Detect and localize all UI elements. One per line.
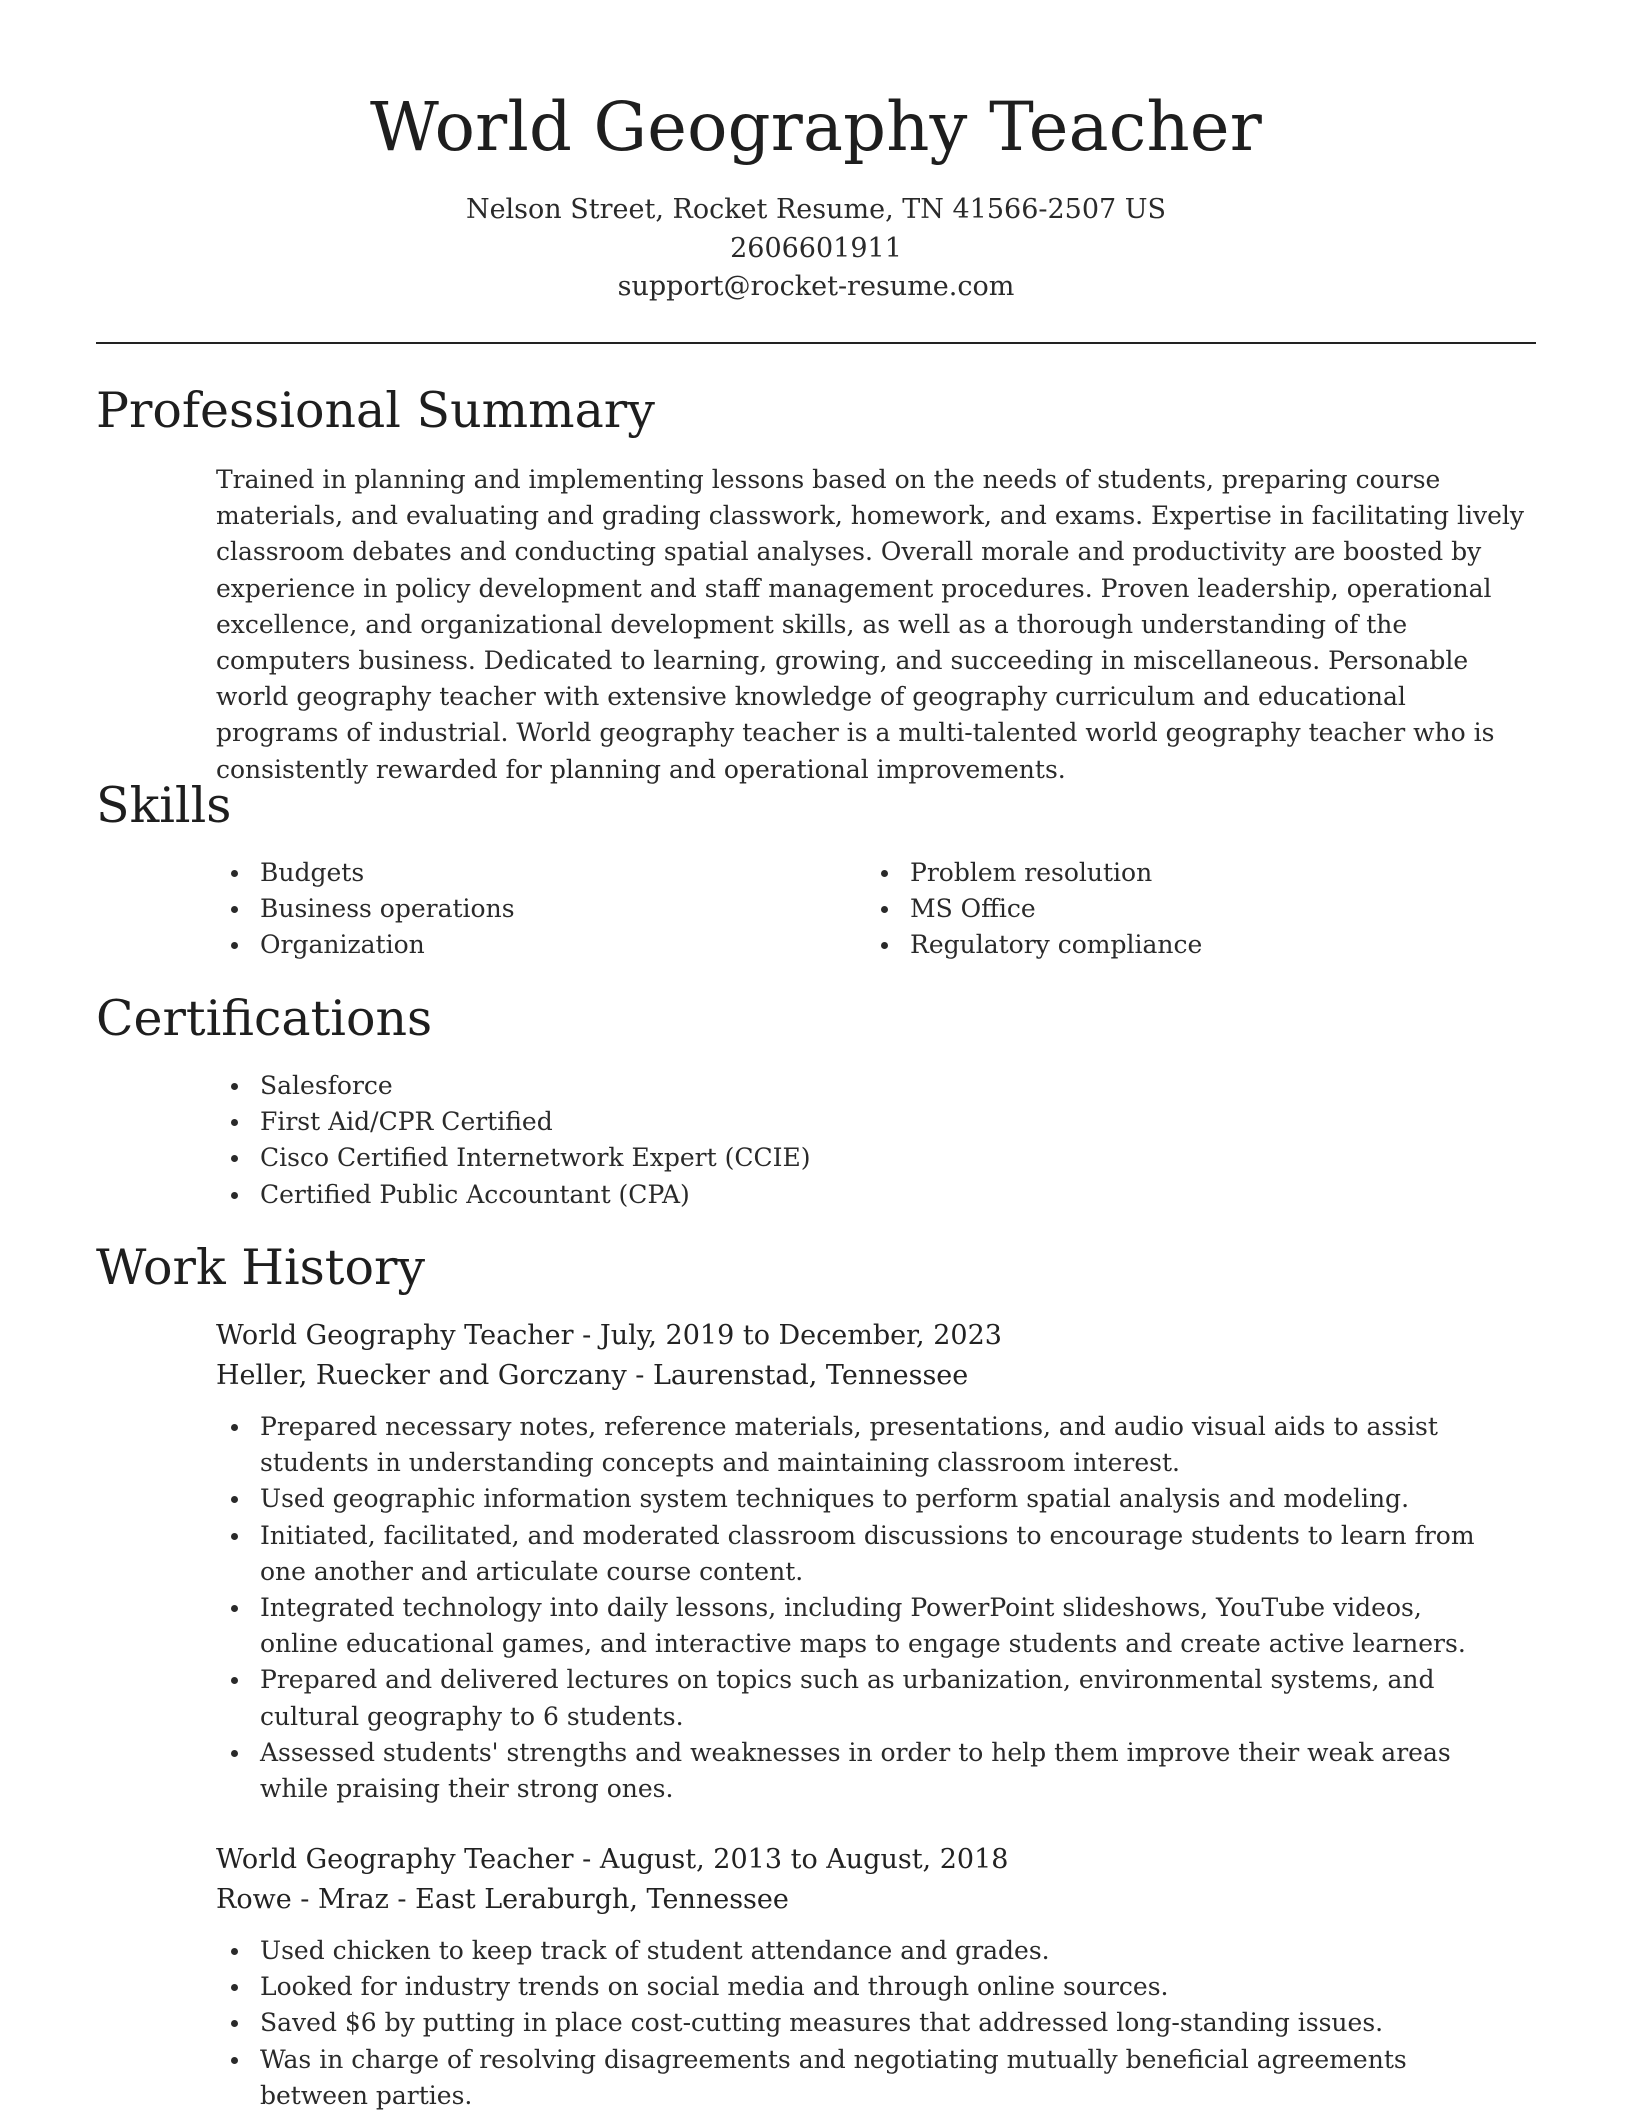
contact-phone: 2606601911	[730, 233, 902, 264]
job-bullets	[216, 1409, 1506, 1807]
job-bullet: Used geographic information system techniques to perform spatial analysis and modeling.	[216, 1481, 1506, 1517]
certification-item: Certified Public Accountant (CPA)	[216, 1177, 1536, 1213]
skill-item: Budgets	[216, 855, 816, 891]
header-divider	[96, 342, 1536, 344]
job-bullet: Prepared and delivered lectures on topics such as urbanization, environmental systems, and cultural geography to 6 students.	[216, 1662, 1506, 1734]
job-bullet: Prepared necessary notes, reference materials, presentations, and audio visual aids to assist students in understanding concepts and maintaining classroom interest.	[216, 1409, 1506, 1481]
job-company: Heller, Ruecker and Gorczany	[216, 1360, 627, 1391]
job-bullet: Initiated, facilitated, and moderated classroom discussions to encourage students to learn from one another and articulate course content.	[216, 1518, 1506, 1590]
certifications-list	[216, 1068, 1536, 1213]
job-bullets	[216, 1933, 1506, 2114]
job-bullet: Assessed students' strengths and weaknesses in order to help them improve their weak areas while praising their strong ones.	[216, 1735, 1506, 1807]
skill-item: Business operations	[216, 891, 816, 927]
skills-list-right	[866, 855, 1466, 964]
certification-item: First Aid/CPR Certified	[216, 1104, 1536, 1140]
skill-item: Regulatory compliance	[866, 927, 1466, 963]
job-title: World Geography Teacher	[216, 1320, 574, 1351]
resume-name: World Geography Teacher	[370, 88, 1262, 166]
certifications-heading: Certifications	[96, 990, 433, 1047]
summary-text: Trained in planning and implementing lessons based on the needs of students, preparing course materials, and evaluating and grading classwork, homework, and exams. Expertise in facilitating lively classroom debates and conducting spatial analyses. Overall morale and productivity are boosted by experience in policy development and staff management procedures. Proven leadership, operational excellence, and organizational development skills, as well as a thorough understanding of the computers business. Dedicated to learning, growing, and succeeding in miscellaneous. Personable world geography teacher with extensive knowledge of geography curriculum and educational programs of industrial. World geography teacher is a multi-talented world geography teacher who is consistently rewarded for planning and operational improvements.	[216, 465, 1525, 784]
contact-address: Nelson Street, Rocket Resume, TN 41566-2507 US	[465, 194, 1167, 225]
skill-item: Problem resolution	[866, 855, 1466, 891]
job-bullet: Was in charge of resolving disagreements and negotiating mutually beneficial agreements between parties.	[216, 2042, 1506, 2114]
certification-item: Cisco Certified Internetwork Expert (CCIE)	[216, 1140, 1536, 1176]
contact-email: support@rocket-resume.com	[617, 271, 1015, 302]
job-bullet: Used chicken to keep track of student attendance and grades.	[216, 1933, 1506, 1969]
certification-item: Salesforce	[216, 1068, 1536, 1104]
job-dates: - July, 2019 to December, 2023	[573, 1320, 1002, 1351]
job-bullet: Looked for industry trends on social media and through online sources.	[216, 1969, 1506, 2005]
skill-item: MS Office	[866, 891, 1466, 927]
job-location: - Laurenstad, Tennessee	[626, 1360, 969, 1391]
job-bullet: Integrated technology into daily lessons, including PowerPoint slideshows, YouTube videos, online educational games, and interactive maps to engage students and create active learners.	[216, 1590, 1506, 1662]
summary-heading: Professional Summary	[96, 382, 655, 439]
job-location: - East Leraburgh, Tennessee	[388, 1884, 789, 1915]
skills-list-left	[216, 855, 816, 964]
job-title: World Geography Teacher	[216, 1844, 574, 1875]
skills-heading: Skills	[96, 777, 232, 834]
job-company-line	[216, 1356, 968, 1396]
work-history-heading: Work History	[96, 1239, 426, 1296]
job-title-line	[216, 1316, 1002, 1356]
job-title-line	[216, 1840, 1008, 1880]
job-bullet: Saved $6 by putting in place cost-cutting measures that addressed long-standing issues.	[216, 2005, 1506, 2041]
job-dates: - August, 2013 to August, 2018	[573, 1844, 1009, 1875]
job-company-line	[216, 1880, 789, 1920]
skill-item: Organization	[216, 927, 816, 963]
job-company: Rowe - Mraz	[216, 1884, 389, 1915]
